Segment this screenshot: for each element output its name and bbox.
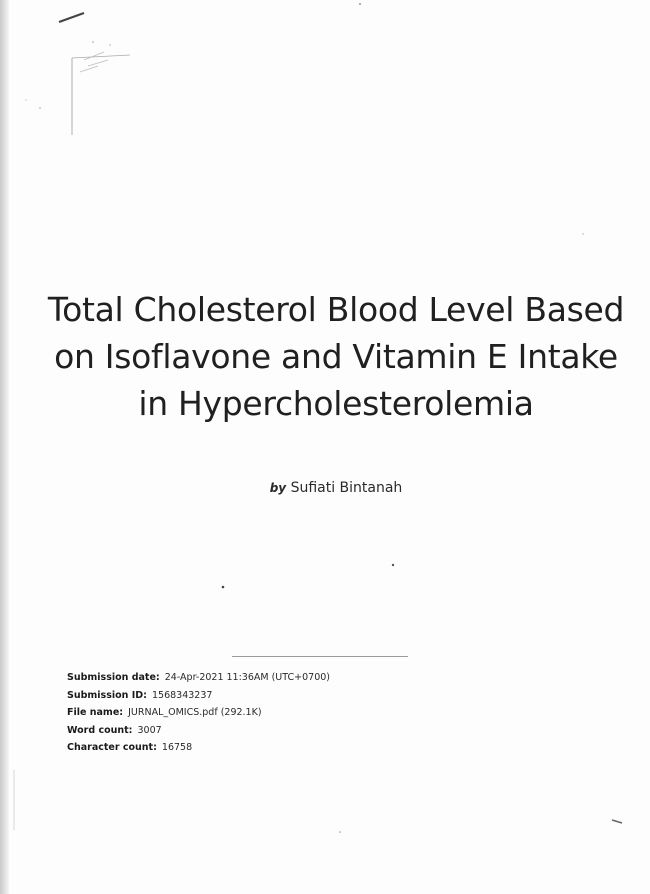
meta-row-character-count: [67, 739, 330, 757]
meta-row-submission-date: [67, 669, 330, 687]
meta-value: 24-Apr-2021 11:36AM (UTC+0700): [164, 672, 330, 683]
meta-key: Character count:: [67, 742, 157, 753]
meta-key: Word count:: [67, 724, 133, 736]
meta-key: Submission date:: [67, 672, 160, 683]
byline: [40, 480, 632, 496]
author-name: Sufiati Bintanah: [290, 480, 403, 496]
divider: [232, 656, 408, 657]
meta-key: Submission ID:: [67, 689, 147, 701]
meta-row-file-name: [67, 704, 330, 722]
meta-value: 1568343237: [151, 689, 213, 701]
meta-row-submission-id: [67, 687, 330, 705]
meta-value: 16758: [161, 742, 193, 753]
meta-value: JURNAL_OMICS.pdf (292.1K): [128, 707, 262, 718]
meta-value: 3007: [137, 724, 162, 736]
meta-row-word-count: [67, 722, 330, 740]
meta-key: File name:: [67, 707, 124, 718]
document-title: Total Cholesterol Blood Level Based on Isoflavone and Vitamin E Intake in Hypercholesterolemia: [47, 290, 625, 423]
by-label: by: [269, 481, 287, 495]
submission-metadata: [67, 669, 330, 757]
